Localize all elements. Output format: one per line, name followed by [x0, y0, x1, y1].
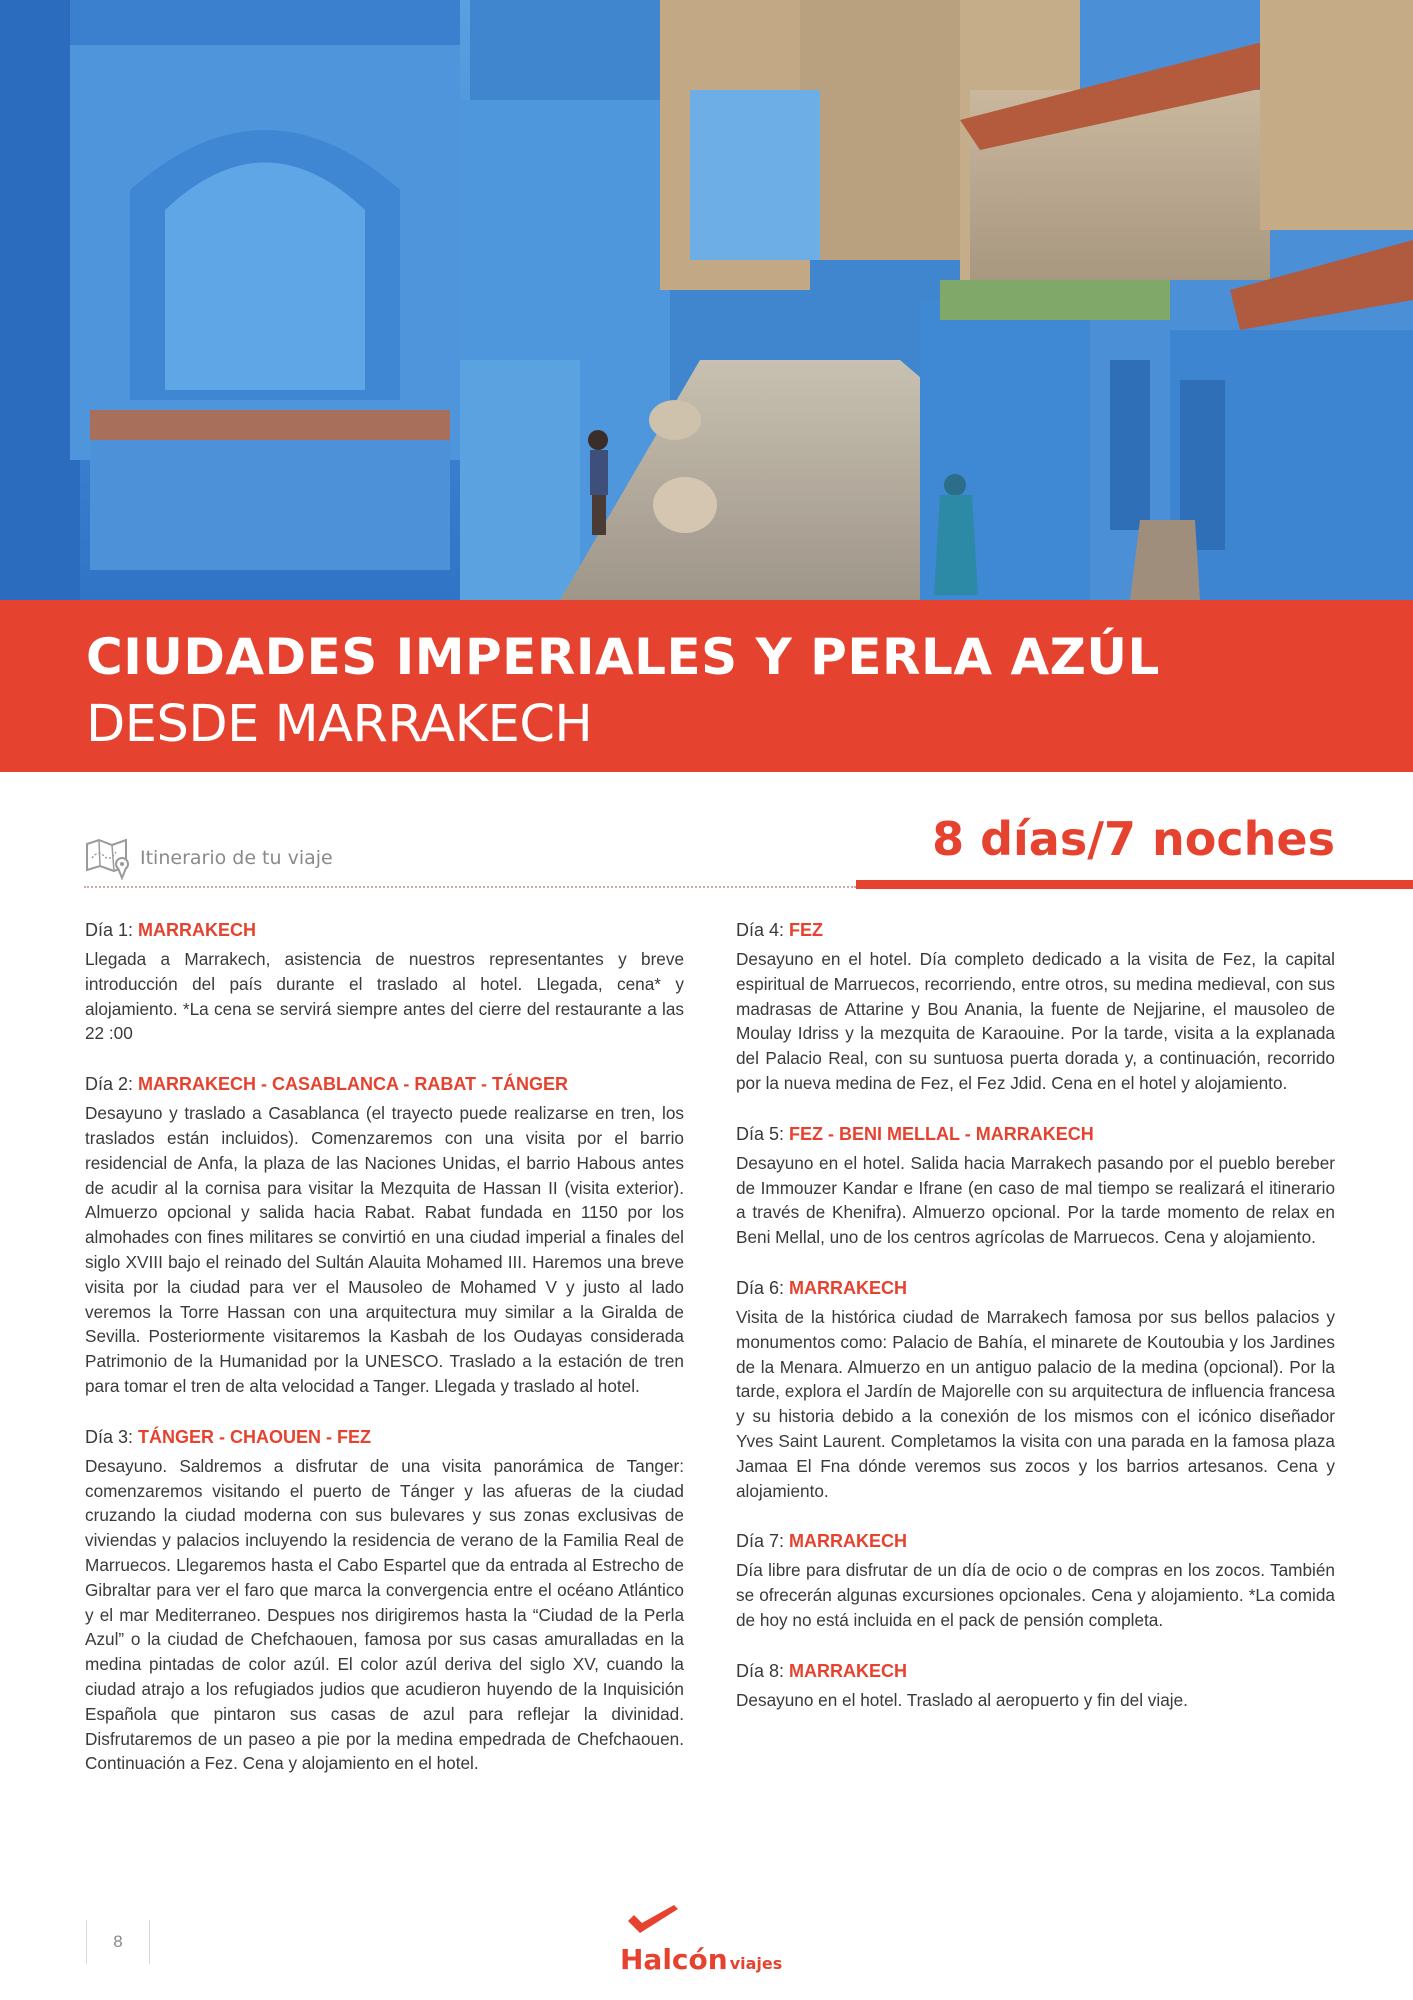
day-number: Día 5: — [736, 1123, 785, 1144]
day-number: Día 7: — [736, 1531, 785, 1552]
day-heading — [85, 1425, 684, 1449]
day-heading — [736, 918, 1335, 942]
day-cities: MARRAKECH — [789, 1531, 908, 1552]
tour-title: CIUDADES IMPERIALES Y PERLA AZÚL — [86, 628, 1160, 686]
brand-sub: viajes — [729, 1954, 783, 1973]
day-description: Desayuno en el hotel. Salida hacia Marrakech pasando por el pueblo bereber de Immouzer Kandar e Ifrane (en caso de mal tiempo se realizará el itinerario a través de Khenifra). Almuerzo opcional. Por la tarde momento de relax en Beni Mellal, uno de los centros agrícolas de Marruecos. Cena y alojamiento. — [736, 1152, 1335, 1248]
day-cities: FEZ — [789, 920, 824, 940]
itinerary-column-right — [736, 918, 1335, 1739]
itinerary-label: Itinerario de tu viaje — [140, 847, 333, 869]
hero-photo — [0, 0, 1413, 600]
day-8 — [736, 1659, 1335, 1713]
day-heading — [736, 1122, 1335, 1146]
day-heading — [85, 1072, 684, 1096]
day-heading — [736, 1659, 1335, 1683]
day-cities: FEZ - BENI MELLAL - MARRAKECH — [789, 1123, 1094, 1144]
tour-subtitle: DESDE MARRAKECH — [86, 695, 593, 754]
duration-label: 8 días/7 noches — [932, 812, 1335, 866]
day-description: Día libre para disfrutar de un día de ocio o de compras en los zocos. También se ofrecerán algunas excursiones opcionales. Cena y alojamiento. *La comida de hoy no está incluida en el pack de pensión completa. — [736, 1560, 1335, 1630]
day-cities: MARRAKECH — [789, 1660, 908, 1681]
day-heading — [736, 1276, 1335, 1300]
duration-underline — [856, 880, 1413, 889]
itinerary-header — [84, 834, 333, 882]
day-description: Llegada a Marrakech, asistencia de nuestros representantes y breve introducción del país durante el traslado al hotel. Llegada, cena* y alojamiento. *La cena se servirá siempre antes del cierre del restaurante a las 22 :00 — [85, 949, 684, 1044]
day-description: Desayuno en el hotel. Traslado al aeropuerto y fin del viaje. — [736, 1689, 1188, 1710]
day-3 — [85, 1425, 684, 1776]
title-banner — [0, 600, 1413, 772]
day-7 — [736, 1529, 1335, 1632]
day-6 — [736, 1276, 1335, 1503]
brand-name: Halcón — [620, 1943, 728, 1976]
day-cities: MARRAKECH — [138, 920, 257, 940]
day-description: Visita de la histórica ciudad de Marrakech famosa por sus bellos palacios y monumentos como: Palacio de Bahía, el minarete de Koutoubia y los Jardines de la Menara. Almuerzo en un antiguo palacio de la medina (opcional). Por la tarde, explora el Jardín de Majorelle con su arquitectura de influencia francesa y su historia debido a la conexión de los mismos con el icónico diseñador Yves Saint Laurent. Completamos la visita con una parada en la famosa plaza Jamaa El Fna dónde veremos sus zocos y los barrios artesanos. Cena y alojamiento. — [736, 1306, 1335, 1501]
day-2 — [85, 1072, 684, 1399]
day-number: Día 8: — [736, 1660, 785, 1681]
day-number: Día 1: — [85, 920, 134, 940]
dotted-divider — [84, 886, 856, 888]
day-description: Desayuno y traslado a Casablanca (el trayecto puede realizarse en tren, los traslados están incluidos). Comenzaremos con una visita por el barrio residencial de Anfa, la plaza de las Naciones Unidas, el barrio Habous antes de acudir al la cornisa para visitar la Mezquita de Hassan II (visita exterior). Almuerzo opcional y salida hacia Rabat. Rabat fundada en 1150 por los almohades con fines militares se convirtió en una ciudad imperial a finales del siglo XVIII bajo el reinado del Sultán Alauita Mohamed III. Haremos una breve visita por la ciudad para ver el Mausoleo de Mohamed V y justo al lado veremos la Torre Hassan con una arquitectura muy similar a la Giralda de Sevilla. Posteriormente visitaremos la Kasbah de los Oudayas considerada Patrimonio de la Humanidad por la UNESCO. Traslado a la estación de tren para tomar el tren de alta velocidad a Tanger. Llegada y traslado al hotel. — [85, 1103, 684, 1396]
day-heading — [85, 918, 684, 942]
day-1 — [85, 918, 684, 1046]
day-number: Día 6: — [736, 1277, 785, 1298]
checkmark-logo-icon — [624, 1905, 684, 1941]
itinerary-column-left — [85, 918, 684, 1802]
day-description: Desayuno en el hotel. Día completo dedicado a la visita de Fez, la capital espiritual de Marruecos, recorriendo, entre otros, su medina medieval, con sus madrasas de Attarine y Bou Anania, la fuente de Nejjarine, el mausoleo de Moulay Idriss y la mezquita de Karaouine. Por la tarde, visita a la explanada del Palacio Real, con su suntuosa puerta dorada y, a continuación, recorrido por la nueva medina de Fez, el Fez Jdid. Cena en el hotel y alojamiento. — [736, 949, 1335, 1093]
day-heading — [736, 1529, 1335, 1553]
day-number: Día 4: — [736, 920, 785, 940]
chefchaouen-street-illustration — [0, 0, 1413, 600]
day-cities: MARRAKECH - CASABLANCA - RABAT - TÁNGER — [138, 1074, 569, 1095]
halcon-logo — [616, 1905, 796, 1985]
map-icon — [84, 836, 132, 880]
page-number: 8 — [86, 1920, 150, 1964]
day-description: Desayuno. Saldremos a disfrutar de una visita panorámica de Tanger: comenzaremos visitando el puerto de Tánger y las afueras de la ciudad cruzando la ciudad moderna con sus bulevares y sus zonas exclusivas de viviendas y palacios incluyendo la residencia de verano de la Familia Real de Marruecos. Llegaremos hasta el Cabo Espartel que da entrada al Estrecho de Gibraltar para ver el faro que marca la convergencia entre el océano Atlántico y el mar Mediterraneo. Despues nos dirigiremos hasta la “Ciudad de la Perla Azul” o la ciudad de Chefchaouen, famosa por sus casas amuralladas en la medina pintadas de color azúl. El color azúl deriva del siglo XV, cuando la ciudad atrajo a los refugiados judios que acudieron huyendo de la Inquisición Española que pintaron sus casas de azul para reflejar la divinidad. Disfrutaremos de un paseo a pie por la medina empedrada de Chefchaouen. Continuación a Fez. Cena y alojamiento en el hotel. — [85, 1455, 684, 1774]
day-4 — [736, 918, 1335, 1096]
day-cities: MARRAKECH — [789, 1277, 908, 1298]
day-number: Día 3: — [85, 1426, 134, 1447]
day-5 — [736, 1122, 1335, 1250]
day-cities: TÁNGER - CHAOUEN - FEZ — [138, 1426, 372, 1447]
day-number: Día 2: — [85, 1074, 134, 1095]
